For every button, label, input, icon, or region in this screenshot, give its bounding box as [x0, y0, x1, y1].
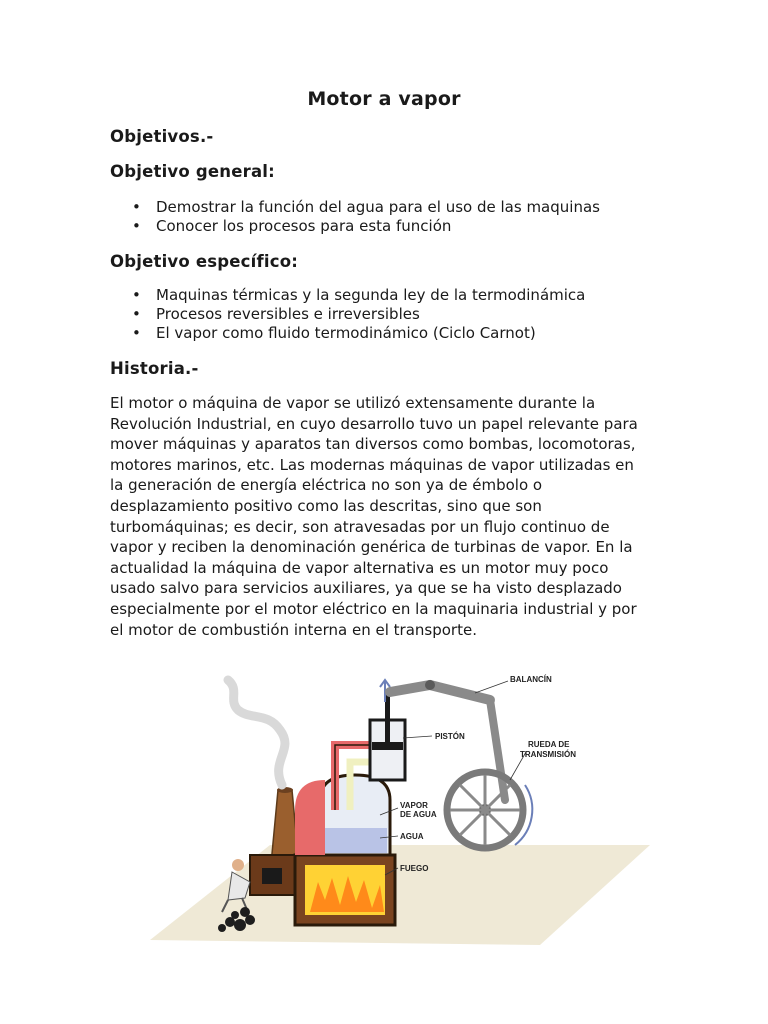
paragraph-line: actualidad la máquina de vapor alternativa es un motor muy poco — [110, 558, 609, 577]
historia-heading: Historia.- — [110, 359, 199, 378]
connecting-rod — [490, 700, 505, 800]
list-item: • El vapor como fluido termodinámico (Ciclo Carnot) — [110, 324, 585, 343]
paragraph-line: mover máquinas y aparatos tan diversos como bombas, locomotoras, — [110, 435, 636, 454]
paragraph-line: motores marinos, etc. Las modernas máquinas de vapor utilizadas en — [110, 455, 634, 474]
beam-pivot — [425, 680, 435, 690]
paragraph-line: desplazamiento positivo como las descritas, sino que son — [110, 496, 542, 515]
worker-head — [232, 859, 244, 871]
label-rueda-1: RUEDA DE — [528, 740, 570, 749]
list-item: • Demostrar la función del agua para el uso de las maquinas — [110, 198, 600, 217]
label-agua: AGUA — [400, 832, 424, 841]
red-tank — [295, 780, 325, 855]
label-fuego: FUEGO — [400, 864, 429, 873]
objetivo-general-heading: Objetivo general: — [110, 162, 275, 181]
paragraph-line: usado salvo para servicios auxiliares, ya que se ha visto desplazado — [110, 579, 622, 598]
label-piston: PISTÓN — [435, 732, 465, 741]
paragraph-line: Revolución Industrial, en cuyo desarrollo tuvo un papel relevante para — [110, 414, 638, 433]
steam-engine-illustration — [110, 650, 650, 962]
list-item: • Conocer los procesos para esta función — [110, 217, 600, 236]
paragraph-line: especialmente por el motor eléctrico en la maquinaria industrial y por — [110, 599, 637, 618]
steam-engine-diagram — [110, 650, 650, 962]
document-title: Motor a vapor — [307, 88, 461, 110]
historia-paragraph — [110, 393, 670, 640]
smoke — [228, 680, 285, 785]
objetivo-general-list — [110, 198, 600, 236]
label-rueda-2: TRANSMISIÓN — [520, 750, 576, 759]
list-item: • Procesos reversibles e irreversibles — [110, 305, 585, 324]
label-balancin: BALANCÍN — [510, 675, 552, 684]
wheel-spokes — [450, 775, 520, 845]
firebox-door — [262, 868, 282, 884]
list-item: • Maquinas térmicas y la segunda ley de la termodinámica — [110, 286, 585, 305]
label-vapor-1: VAPOR — [400, 801, 428, 810]
paragraph-line: vapor y reciben la denominación genérica de turbinas de vapor. En la — [110, 538, 633, 557]
label-vapor-2: DE AGUA — [400, 810, 437, 819]
beam — [390, 685, 490, 700]
paragraph-line: El motor o máquina de vapor se utilizó extensamente durante la — [110, 394, 596, 412]
paragraph-line: el motor de combustión interna en el transporte. — [110, 620, 477, 639]
objetivos-heading: Objetivos.- — [110, 127, 214, 146]
objetivo-especifico-heading: Objetivo específico: — [110, 252, 299, 271]
paragraph-line: turbomáquinas; es decir, son atravesadas por un flujo continuo de — [110, 517, 610, 536]
boiler-water — [323, 828, 387, 853]
paragraph-line: la generación de energía eléctrica no son ya de émbolo o — [110, 476, 543, 495]
objetivo-especifico-list — [110, 286, 585, 343]
piston-head — [372, 742, 403, 750]
